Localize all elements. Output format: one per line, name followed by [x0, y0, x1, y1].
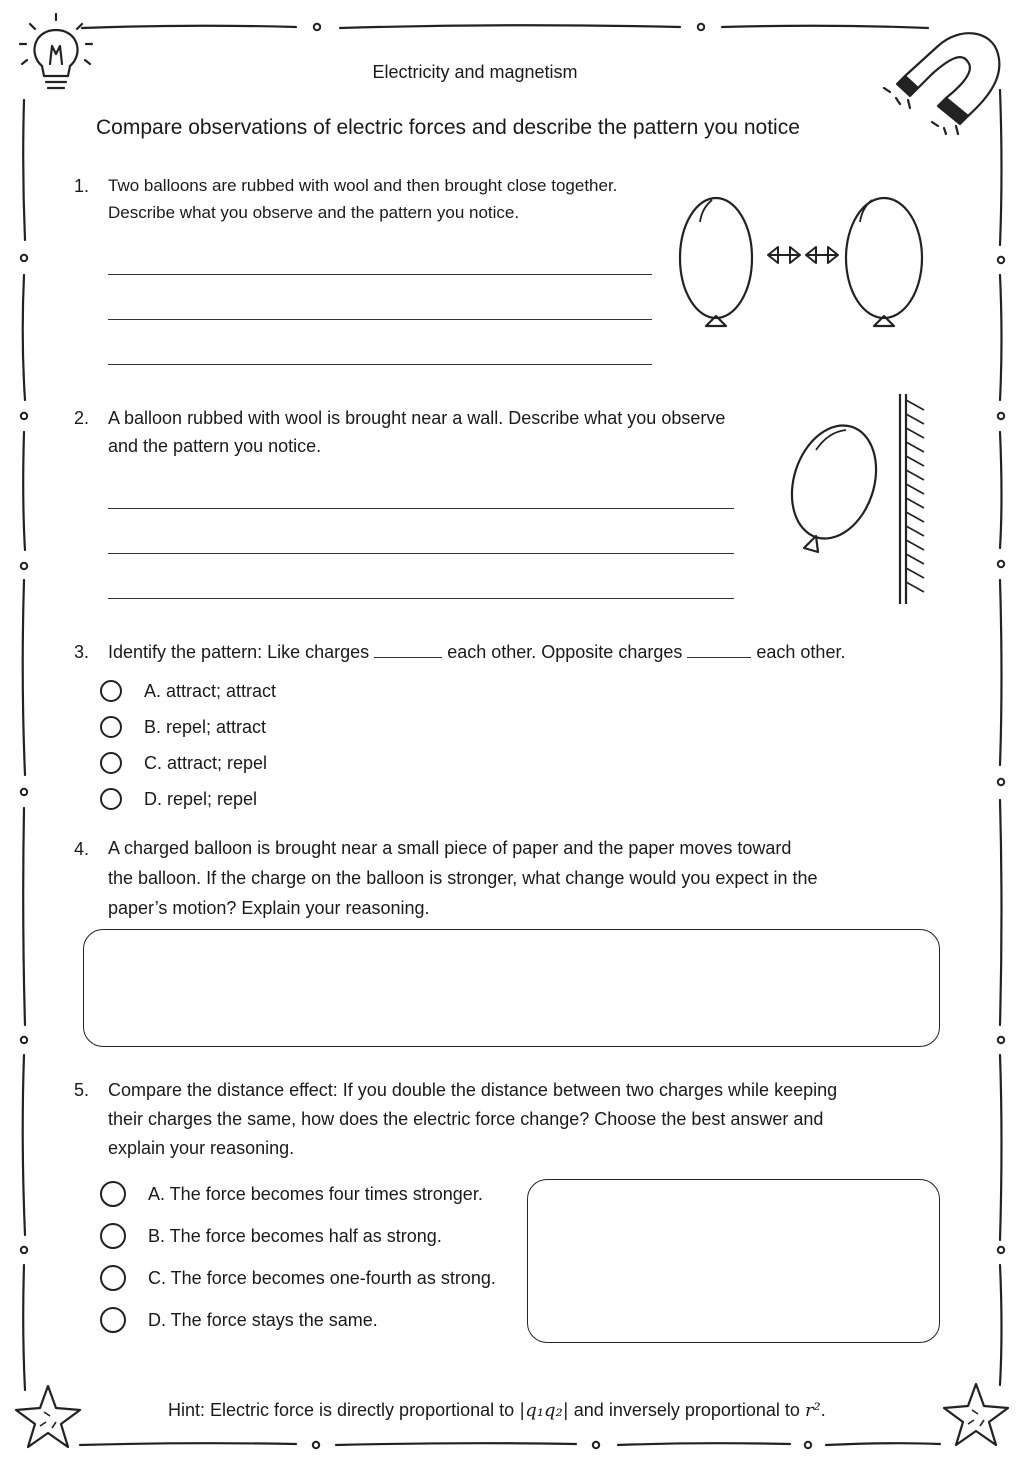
hint-text: [168, 1400, 826, 1421]
radio-circle[interactable]: [100, 716, 122, 738]
question-1-text: [108, 172, 617, 226]
answer-line[interactable]: [108, 364, 652, 365]
option-label: A. The force becomes four times stronger.: [148, 1183, 483, 1204]
question-4-number: 4.: [74, 839, 90, 859]
answer-line[interactable]: [108, 319, 652, 320]
answer-box[interactable]: [527, 1179, 940, 1343]
radio-circle[interactable]: [100, 752, 122, 774]
question-5-line-2: their charges the same, how does the electric force change? Choose the best answer and: [108, 1109, 824, 1129]
question-4-line-2: the balloon. If the charge on the balloon is stronger, what change would you expect in the: [108, 868, 818, 888]
question-5-text: [108, 1076, 837, 1163]
hint-r-squared: r²: [804, 1400, 821, 1421]
answer-line[interactable]: [108, 553, 734, 554]
question-4-line-3: paper’s motion? Explain your reasoning.: [108, 898, 430, 918]
question-2-line-1: A balloon rubbed with wool is brought near a wall. Describe what you observe: [108, 408, 726, 428]
answer-line[interactable]: [108, 274, 652, 275]
question-5-line-3: explain your reasoning.: [108, 1138, 295, 1158]
balloon-icon: [680, 198, 922, 326]
question-3-option-c[interactable]: [100, 752, 267, 774]
question-5-option-a[interactable]: [100, 1181, 483, 1207]
question-3-option-b[interactable]: [100, 716, 266, 738]
radio-circle[interactable]: [100, 1181, 126, 1207]
answer-box[interactable]: [83, 929, 940, 1047]
hint-prefix: Hint: Electric force is directly proportional to: [168, 1400, 515, 1420]
question-3-part-2: each other. Opposite charges: [447, 642, 683, 662]
wall-icon: [900, 394, 924, 604]
repel-arrows: [768, 247, 838, 263]
question-4-line-1: A charged balloon is brought near a small piece of paper and the paper moves toward: [108, 838, 792, 858]
star-icon: [944, 1384, 1008, 1445]
question-4-text: [108, 833, 817, 923]
question-3-option-d[interactable]: [100, 788, 257, 810]
option-label: C. The force becomes one-fourth as strong.: [148, 1267, 496, 1288]
question-3-part-1: Identify the pattern: Like charges: [108, 642, 370, 662]
star-icon: [16, 1386, 80, 1447]
radio-circle[interactable]: [100, 1223, 126, 1249]
question-1-number: 1.: [74, 176, 90, 196]
question-5-line-1: Compare the distance effect: If you double the distance between two charges while keeping: [108, 1080, 838, 1100]
worksheet-subtitle: Electricity and magnetism: [372, 62, 578, 82]
magnet-icon: [884, 33, 999, 134]
fill-in-blank[interactable]: [374, 641, 442, 658]
hint-middle: and inversely proportional to: [573, 1400, 800, 1420]
hint-suffix: .: [820, 1400, 826, 1420]
question-3-option-a[interactable]: [100, 680, 276, 702]
radio-circle[interactable]: [100, 1265, 126, 1291]
hint-formula: |q₁q₂|: [519, 1400, 569, 1421]
option-label: A. attract; attract: [144, 680, 277, 701]
answer-line[interactable]: [108, 598, 734, 599]
radio-circle[interactable]: [100, 680, 122, 702]
worksheet-title: Compare observations of electric forces and describe the pattern you notice: [96, 116, 800, 139]
radio-circle[interactable]: [100, 1307, 126, 1333]
question-3-number: 3.: [74, 642, 90, 662]
question-5-option-b[interactable]: [100, 1223, 442, 1249]
option-label: D. repel; repel: [144, 788, 258, 809]
option-label: B. repel; attract: [144, 716, 267, 737]
question-5-number: 5.: [74, 1080, 90, 1100]
question-5-option-c[interactable]: [100, 1265, 496, 1291]
question-5-option-d[interactable]: [100, 1307, 378, 1333]
option-label: D. The force stays the same.: [148, 1309, 378, 1330]
option-label: C. attract; repel: [144, 752, 268, 773]
question-3-part-3: each other.: [756, 642, 846, 662]
question-2-text: [108, 404, 725, 460]
fill-in-blank[interactable]: [687, 641, 751, 658]
answer-line[interactable]: [108, 508, 734, 509]
question-2-line-2: and the pattern you notice.: [108, 436, 322, 456]
option-label: B. The force becomes half as strong.: [148, 1225, 442, 1246]
question-1-line-1: Two balloons are rubbed with wool and then brought close together.: [108, 176, 618, 195]
question-3-text: [108, 638, 845, 666]
question-1-line-2: Describe what you observe and the pattern you notice.: [108, 203, 520, 222]
question-2-number: 2.: [74, 408, 90, 428]
radio-circle[interactable]: [100, 788, 122, 810]
balloon-icon: [778, 414, 890, 552]
